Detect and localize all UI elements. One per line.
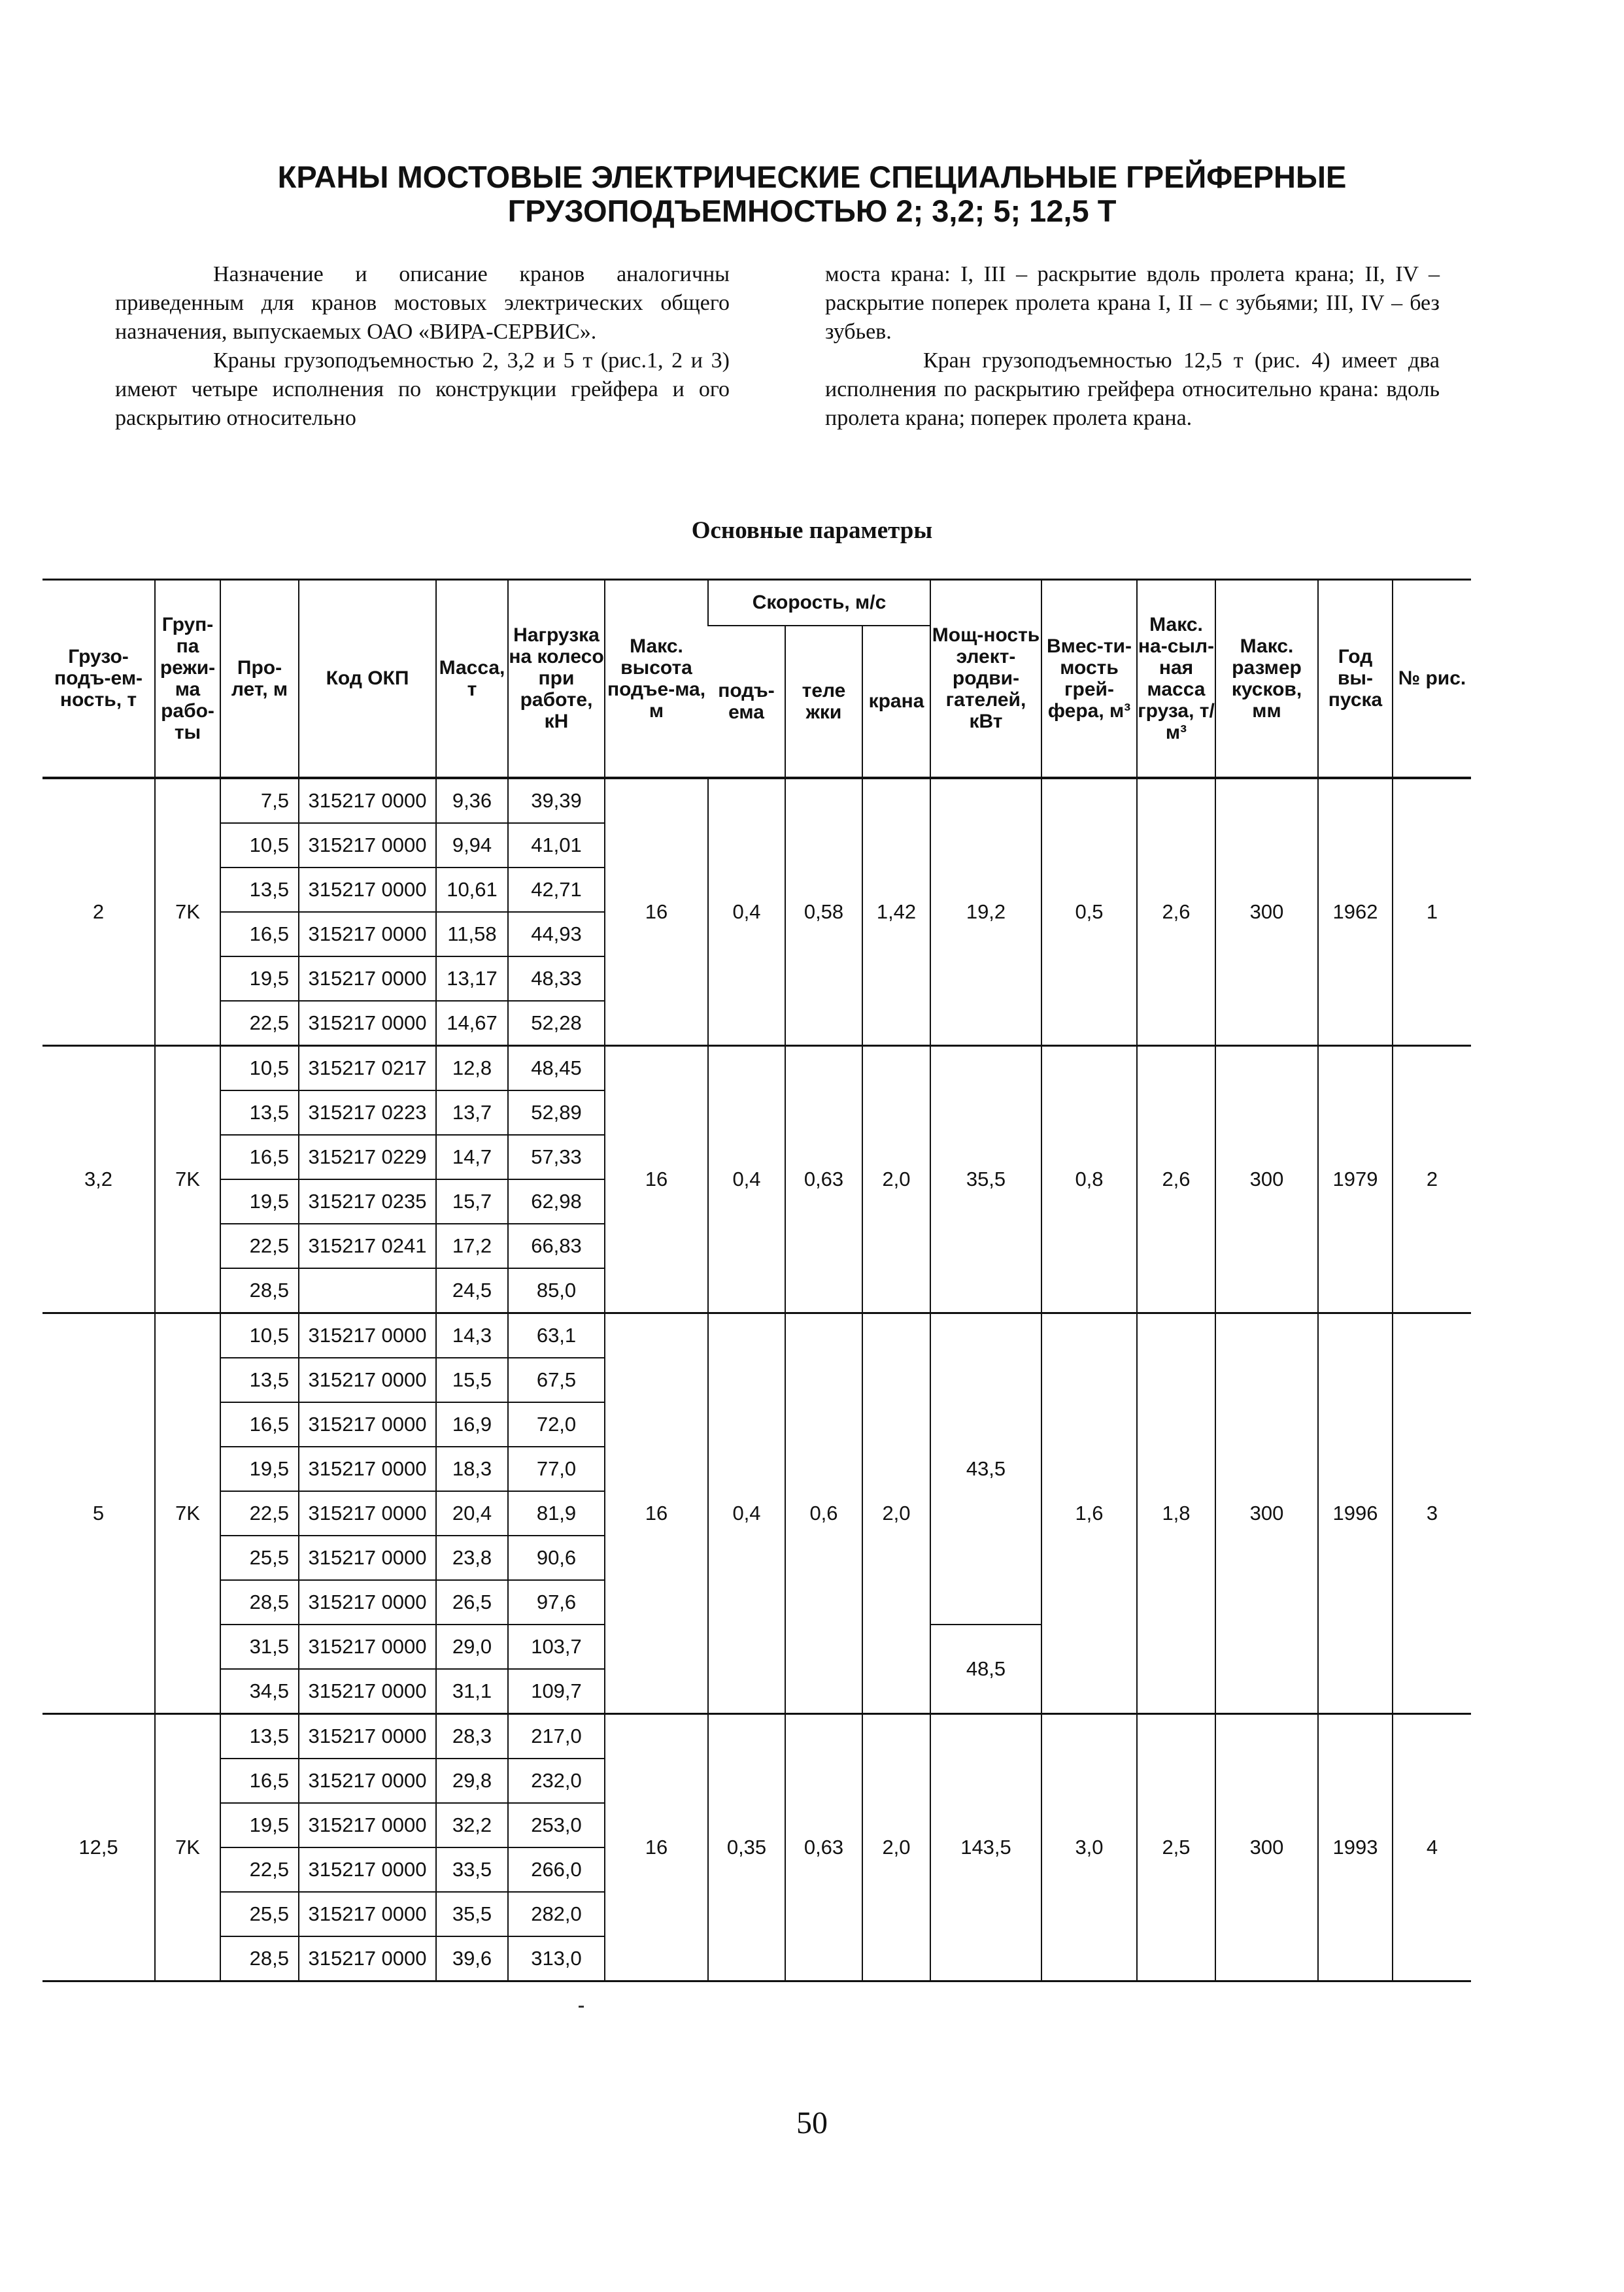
cell-speed-lift: 0,35 xyxy=(708,1713,785,1981)
cell-speed-crane: 2,0 xyxy=(862,1713,930,1981)
cell-mass: 9,36 xyxy=(436,778,508,823)
cell-height: 16 xyxy=(605,778,708,1046)
cell-lump: 300 xyxy=(1215,1045,1318,1313)
cell-mass: 13,7 xyxy=(436,1090,508,1135)
cell-load: 57,33 xyxy=(508,1135,605,1179)
cell-load: 253,0 xyxy=(508,1803,605,1847)
cell-mass: 26,5 xyxy=(436,1580,508,1625)
cell-load: 39,39 xyxy=(508,778,605,823)
header-code: Код ОКП xyxy=(299,580,436,778)
cell-mass: 29,8 xyxy=(436,1759,508,1803)
table-row xyxy=(42,1045,1471,1090)
cell-mass: 31,1 xyxy=(436,1669,508,1714)
cell-span: 16,5 xyxy=(220,1135,299,1179)
header-speed: Скорость, м/с xyxy=(708,580,930,626)
cell-span: 19,5 xyxy=(220,1179,299,1224)
cell-speed-crane: 1,42 xyxy=(862,778,930,1046)
cell-span: 31,5 xyxy=(220,1625,299,1669)
table-row xyxy=(42,1313,1471,1358)
cell-load: 266,0 xyxy=(508,1847,605,1892)
cell-span: 13,5 xyxy=(220,1090,299,1135)
cell-year: 1993 xyxy=(1318,1713,1393,1981)
cell-load: 85,0 xyxy=(508,1268,605,1313)
cell-load: 90,6 xyxy=(508,1536,605,1580)
cell-code: 315217 0223 xyxy=(299,1090,436,1135)
cell-code: 315217 0000 xyxy=(299,1536,436,1580)
header-year: Год вы-пуска xyxy=(1318,580,1393,778)
cell-span: 10,5 xyxy=(220,1313,299,1358)
cell-span: 28,5 xyxy=(220,1268,299,1313)
header-speed-trolley: теле жки xyxy=(785,626,862,778)
header-lump: Макс. размер кусков, мм xyxy=(1215,580,1318,778)
cell-height: 16 xyxy=(605,1045,708,1313)
cell-height: 16 xyxy=(605,1713,708,1981)
cell-code: 315217 0235 xyxy=(299,1179,436,1224)
cell-load: 52,89 xyxy=(508,1090,605,1135)
cell-code: 315217 0000 xyxy=(299,1001,436,1046)
cell-load: 63,1 xyxy=(508,1313,605,1358)
cell-group: 7K xyxy=(155,1045,220,1313)
parameters-table xyxy=(42,579,1471,1982)
cell-span: 22,5 xyxy=(220,1491,299,1536)
cell-span: 28,5 xyxy=(220,1580,299,1625)
cell-density: 2,6 xyxy=(1137,778,1215,1046)
cell-code: 315217 0229 xyxy=(299,1135,436,1179)
cell-load: 97,6 xyxy=(508,1580,605,1625)
group-2t xyxy=(42,778,1471,1046)
cell-code: 315217 0000 xyxy=(299,868,436,912)
header-load: Нагрузка на колесо при работе, кН xyxy=(508,580,605,778)
intro-paragraph: Назначение и описание кранов аналогичны приведенным для кранов мостовых электрических общего назначения, выпускаемых ОАО «ВИРА-СЕРВИС». xyxy=(115,262,730,344)
cell-code: 315217 0000 xyxy=(299,1847,436,1892)
cell-power: 35,5 xyxy=(930,1045,1041,1313)
cell-fig: 3 xyxy=(1393,1313,1471,1713)
cell-speed-crane: 2,0 xyxy=(862,1045,930,1313)
cell-span: 34,5 xyxy=(220,1669,299,1714)
cell-code: 315217 0000 xyxy=(299,778,436,823)
cell-span: 25,5 xyxy=(220,1536,299,1580)
cell-mass: 12,8 xyxy=(436,1045,508,1090)
cell-load: 313,0 xyxy=(508,1936,605,1981)
cell-code: 315217 0000 xyxy=(299,823,436,868)
table-title: Основные параметры xyxy=(691,517,933,544)
cell-capacity: 5 xyxy=(42,1313,155,1713)
cell-code: 315217 0000 xyxy=(299,956,436,1001)
intro-left-column xyxy=(115,260,730,433)
header-height: Макс. высота подъе-ма, м xyxy=(605,580,708,778)
cell-lump: 300 xyxy=(1215,1313,1318,1713)
cell-code: 315217 0000 xyxy=(299,1625,436,1669)
cell-mass: 16,9 xyxy=(436,1402,508,1447)
cell-code: 315217 0000 xyxy=(299,1669,436,1714)
cell-power: 43,5 xyxy=(930,1313,1041,1625)
cell-mass: 33,5 xyxy=(436,1847,508,1892)
cell-code: 315217 0000 xyxy=(299,1447,436,1491)
table-row xyxy=(42,1713,1471,1759)
cell-fig: 4 xyxy=(1393,1713,1471,1981)
cell-speed-crane: 2,0 xyxy=(862,1313,930,1713)
page-title-line-1: КРАНЫ МОСТОВЫЕ ЭЛЕКТРИЧЕСКИЕ СПЕЦИАЛЬНЫЕ ГРЕЙФЕРНЫЕ xyxy=(277,160,1347,194)
cell-code: 315217 0000 xyxy=(299,1580,436,1625)
cell-span: 19,5 xyxy=(220,956,299,1001)
cell-span: 13,5 xyxy=(220,1358,299,1402)
cell-capacity: 2 xyxy=(42,778,155,1046)
cell-span: 16,5 xyxy=(220,1759,299,1803)
cell-mass: 14,7 xyxy=(436,1135,508,1179)
header-fig: № рис. xyxy=(1393,580,1471,778)
header-span: Про-лет, м xyxy=(220,580,299,778)
cell-code: 315217 0000 xyxy=(299,1313,436,1358)
cell-load: 48,33 xyxy=(508,956,605,1001)
cell-year: 1962 xyxy=(1318,778,1393,1046)
cell-density: 2,6 xyxy=(1137,1045,1215,1313)
cell-year: 1979 xyxy=(1318,1045,1393,1313)
cell-group: 7K xyxy=(155,1313,220,1713)
cell-volume: 0,8 xyxy=(1041,1045,1137,1313)
cell-span: 28,5 xyxy=(220,1936,299,1981)
header-mass: Масса, т xyxy=(436,580,508,778)
cell-mass: 15,7 xyxy=(436,1179,508,1224)
cell-load: 217,0 xyxy=(508,1713,605,1759)
cell-load: 109,7 xyxy=(508,1669,605,1714)
cell-speed-trolley: 0,6 xyxy=(785,1313,862,1713)
cell-capacity: 12,5 xyxy=(42,1713,155,1981)
cell-fig: 1 xyxy=(1393,778,1471,1046)
header-speed-crane: крана xyxy=(862,626,930,778)
cell-volume: 1,6 xyxy=(1041,1313,1137,1713)
cell-mass: 13,17 xyxy=(436,956,508,1001)
cell-density: 1,8 xyxy=(1137,1313,1215,1713)
cell-group: 7K xyxy=(155,778,220,1046)
cell-code: 315217 0000 xyxy=(299,1803,436,1847)
cell-load: 48,45 xyxy=(508,1045,605,1090)
cell-capacity: 3,2 xyxy=(42,1045,155,1313)
header-density: Макс. на-сыл-ная масса груза, т/м³ xyxy=(1137,580,1215,778)
header-capacity: Грузо-подъ-ем-ность, т xyxy=(42,580,155,778)
intro-paragraph: Краны грузоподъемностью 2, 3,2 и 5 т (рис.1, 2 и 3) имеют четыре исполнения по конструкции грейфера и ого раскрытию относительно xyxy=(115,348,730,430)
cell-mass: 32,2 xyxy=(436,1803,508,1847)
cell-mass: 15,5 xyxy=(436,1358,508,1402)
cell-power-alt: 48,5 xyxy=(930,1625,1041,1714)
header-power: Мощ-ность элект-родви-гателей, кВт xyxy=(930,580,1041,778)
cell-code: 315217 0000 xyxy=(299,1892,436,1936)
cell-speed-lift: 0,4 xyxy=(708,778,785,1046)
cell-fig: 2 xyxy=(1393,1045,1471,1313)
cell-mass: 35,5 xyxy=(436,1892,508,1936)
cell-load: 103,7 xyxy=(508,1625,605,1669)
cell-lump: 300 xyxy=(1215,778,1318,1046)
cell-load: 72,0 xyxy=(508,1402,605,1447)
cell-span: 25,5 xyxy=(220,1892,299,1936)
cell-mass: 10,61 xyxy=(436,868,508,912)
group-3-2t xyxy=(42,1045,1471,1313)
group-12-5t xyxy=(42,1713,1471,1981)
cell-span: 22,5 xyxy=(220,1847,299,1892)
cell-code: 315217 0000 xyxy=(299,1759,436,1803)
cell-span: 16,5 xyxy=(220,912,299,956)
cell-load: 67,5 xyxy=(508,1358,605,1402)
cell-mass: 29,0 xyxy=(436,1625,508,1669)
cell-lump: 300 xyxy=(1215,1713,1318,1981)
cell-mass: 24,5 xyxy=(436,1268,508,1313)
cell-mass: 18,3 xyxy=(436,1447,508,1491)
cell-span: 19,5 xyxy=(220,1803,299,1847)
header-volume: Вмес-ти-мость грей-фера, м³ xyxy=(1041,580,1137,778)
cell-height: 16 xyxy=(605,1313,708,1713)
cell-code: 315217 0241 xyxy=(299,1224,436,1268)
cell-power: 143,5 xyxy=(930,1713,1041,1981)
cell-speed-lift: 0,4 xyxy=(708,1313,785,1713)
cell-speed-trolley: 0,58 xyxy=(785,778,862,1046)
cell-density: 2,5 xyxy=(1137,1713,1215,1981)
table-row xyxy=(42,778,1471,823)
cell-load: 282,0 xyxy=(508,1892,605,1936)
cell-span: 16,5 xyxy=(220,1402,299,1447)
cell-mass: 14,3 xyxy=(436,1313,508,1358)
cell-volume: 3,0 xyxy=(1041,1713,1137,1981)
cell-group: 7K xyxy=(155,1713,220,1981)
header-speed-lift: подъ-ема xyxy=(708,626,785,778)
cell-mass: 39,6 xyxy=(436,1936,508,1981)
cell-mass: 9,94 xyxy=(436,823,508,868)
cell-year: 1996 xyxy=(1318,1313,1393,1713)
cell-code: 315217 0000 xyxy=(299,1936,436,1981)
cell-code: 315217 0000 xyxy=(299,1358,436,1402)
cell-code: 315217 0000 xyxy=(299,912,436,956)
cell-load: 62,98 xyxy=(508,1179,605,1224)
cell-span: 7,5 xyxy=(220,778,299,823)
cell-mass: 20,4 xyxy=(436,1491,508,1536)
page-title-line-2: ГРУЗОПОДЪЕМНОСТЬЮ 2; 3,2; 5; 12,5 Т xyxy=(507,194,1117,228)
cell-speed-lift: 0,4 xyxy=(708,1045,785,1313)
cell-load: 41,01 xyxy=(508,823,605,868)
cell-code: 315217 0000 xyxy=(299,1491,436,1536)
cell-volume: 0,5 xyxy=(1041,778,1137,1046)
cell-load: 66,83 xyxy=(508,1224,605,1268)
cell-load: 81,9 xyxy=(508,1491,605,1536)
cell-span: 22,5 xyxy=(220,1001,299,1046)
cell-code xyxy=(299,1268,436,1313)
cell-speed-trolley: 0,63 xyxy=(785,1713,862,1981)
cell-speed-trolley: 0,63 xyxy=(785,1045,862,1313)
cell-mass: 23,8 xyxy=(436,1536,508,1580)
cell-span: 13,5 xyxy=(220,868,299,912)
scan-speck xyxy=(579,2006,584,2008)
cell-span: 19,5 xyxy=(220,1447,299,1491)
header-group: Груп-па режи-ма рабо-ты xyxy=(155,580,220,778)
cell-span: 10,5 xyxy=(220,1045,299,1090)
intro-paragraph: моста крана: I, III – раскрытие вдоль пролета крана; II, IV – раскрытие поперек пролета крана I, II – с зубьями; III, IV – без зубьев. xyxy=(825,262,1440,344)
intro-paragraph: Кран грузоподъемностью 12,5 т (рис. 4) имеет два исполнения по раскрытию грейфера относительно крана: вдоль пролета крана; поперек пролета крана. xyxy=(825,348,1440,430)
group-5t xyxy=(42,1313,1471,1713)
cell-code: 315217 0217 xyxy=(299,1045,436,1090)
cell-load: 44,93 xyxy=(508,912,605,956)
cell-mass: 11,58 xyxy=(436,912,508,956)
cell-mass: 14,67 xyxy=(436,1001,508,1046)
cell-load: 232,0 xyxy=(508,1759,605,1803)
intro-right-column xyxy=(825,260,1440,433)
cell-span: 10,5 xyxy=(220,823,299,868)
cell-mass: 17,2 xyxy=(436,1224,508,1268)
cell-span: 13,5 xyxy=(220,1713,299,1759)
cell-load: 52,28 xyxy=(508,1001,605,1046)
cell-span: 22,5 xyxy=(220,1224,299,1268)
cell-code: 315217 0000 xyxy=(299,1713,436,1759)
page-number: 50 xyxy=(796,2106,828,2140)
cell-load: 77,0 xyxy=(508,1447,605,1491)
cell-power: 19,2 xyxy=(930,778,1041,1046)
cell-mass: 28,3 xyxy=(436,1713,508,1759)
cell-load: 42,71 xyxy=(508,868,605,912)
cell-code: 315217 0000 xyxy=(299,1402,436,1447)
